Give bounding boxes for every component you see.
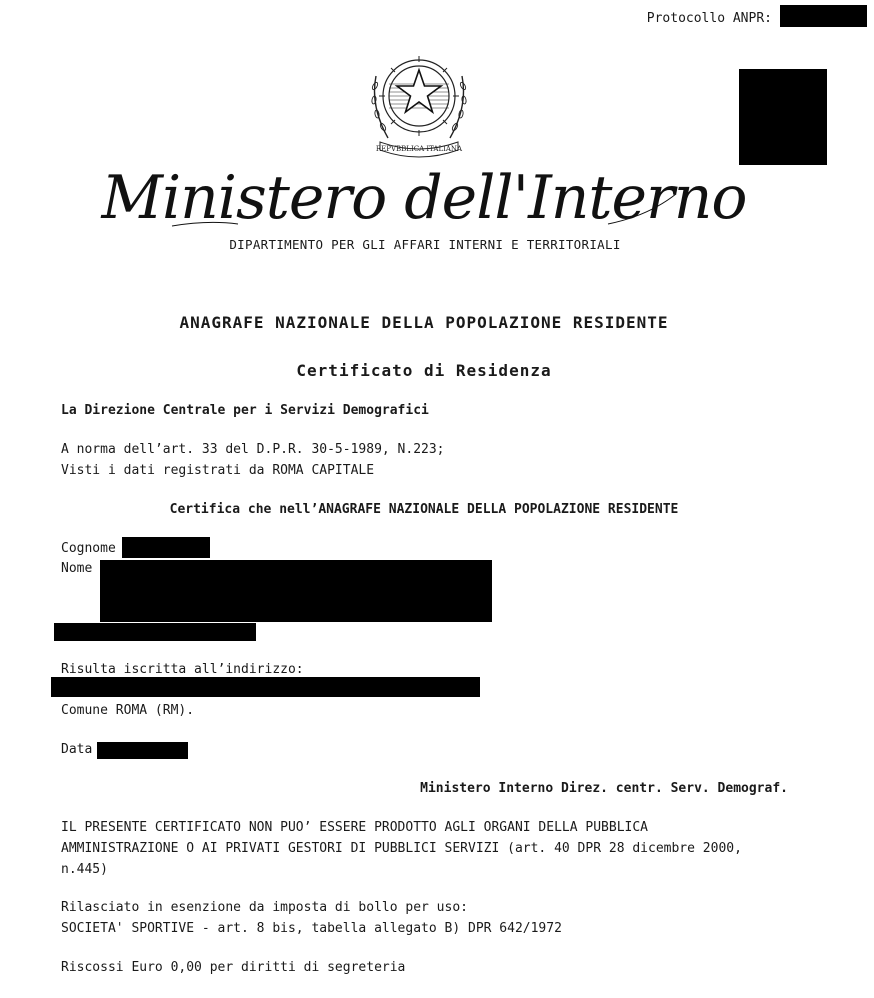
name-label: Nome [61, 561, 93, 576]
protocol-label: Protocollo ANPR: [646, 11, 772, 26]
legal-norm-line: A norma dell’art. 33 del D.P.R. 30-5-1989, N.223; [61, 442, 445, 457]
notice-line: IL PRESENTE CERTIFICATO NON PUO’ ESSERE PRODOTTO AGLI ORGANI DELLA PUBBLICA [61, 820, 648, 835]
address-redaction [51, 677, 480, 697]
surname-redaction [122, 537, 210, 558]
data-source-line: Visti i dati registrati da ROMA CAPITALE [61, 463, 375, 478]
issuing-direction: La Direzione Centrale per i Servizi Demografici [61, 403, 429, 418]
ministry-logo [101, 160, 747, 233]
name-redaction [100, 560, 492, 622]
registry-title: ANAGRAFE NAZIONALE DELLA POPOLAZIONE RESIDENTE [179, 313, 669, 332]
emblem-ribbon-text: REPVBBLICA ITALIANA [375, 145, 463, 153]
protocol-number-redaction [780, 5, 867, 27]
ministry-logo-text: Ministero dell'Interno [101, 163, 747, 233]
surname-label: Cognome [61, 541, 116, 556]
italian-republic-emblem [366, 46, 472, 166]
address-intro: Risulta iscritta all’indirizzo: [61, 662, 304, 677]
stamp-exemption-line: Rilasciato in esenzione da imposta di bollo per uso: [61, 900, 468, 915]
date-label: Data [61, 742, 93, 757]
certificate-title: Certificato di Residenza [296, 361, 552, 380]
notice-line: AMMINISTRAZIONE O AI PRIVATI GESTORI DI PUBBLICI SERVIZI (art. 40 DPR 28 dicembre 2000, [61, 841, 742, 856]
certifies-statement: Certifica che nell’ANAGRAFE NAZIONALE DELLA POPOLAZIONE RESIDENTE [169, 502, 679, 517]
birth-data-redaction [54, 623, 256, 641]
fees-line: Riscossi Euro 0,00 per diritti di segreteria [61, 960, 406, 975]
signature-line: Ministero Interno Direz. centr. Serv. Demograf. [420, 781, 788, 796]
stamp-exemption-line: SOCIETA' SPORTIVE - art. 8 bis, tabella allegato B) DPR 642/1972 [61, 921, 562, 936]
department-name: DIPARTIMENTO PER GLI AFFARI INTERNI E TERRITORIALI [229, 237, 621, 252]
date-redaction [97, 742, 188, 759]
municipality-line: Comune ROMA (RM). [61, 703, 195, 718]
qr-code-redaction [739, 69, 827, 165]
notice-line: n.445) [61, 862, 108, 877]
